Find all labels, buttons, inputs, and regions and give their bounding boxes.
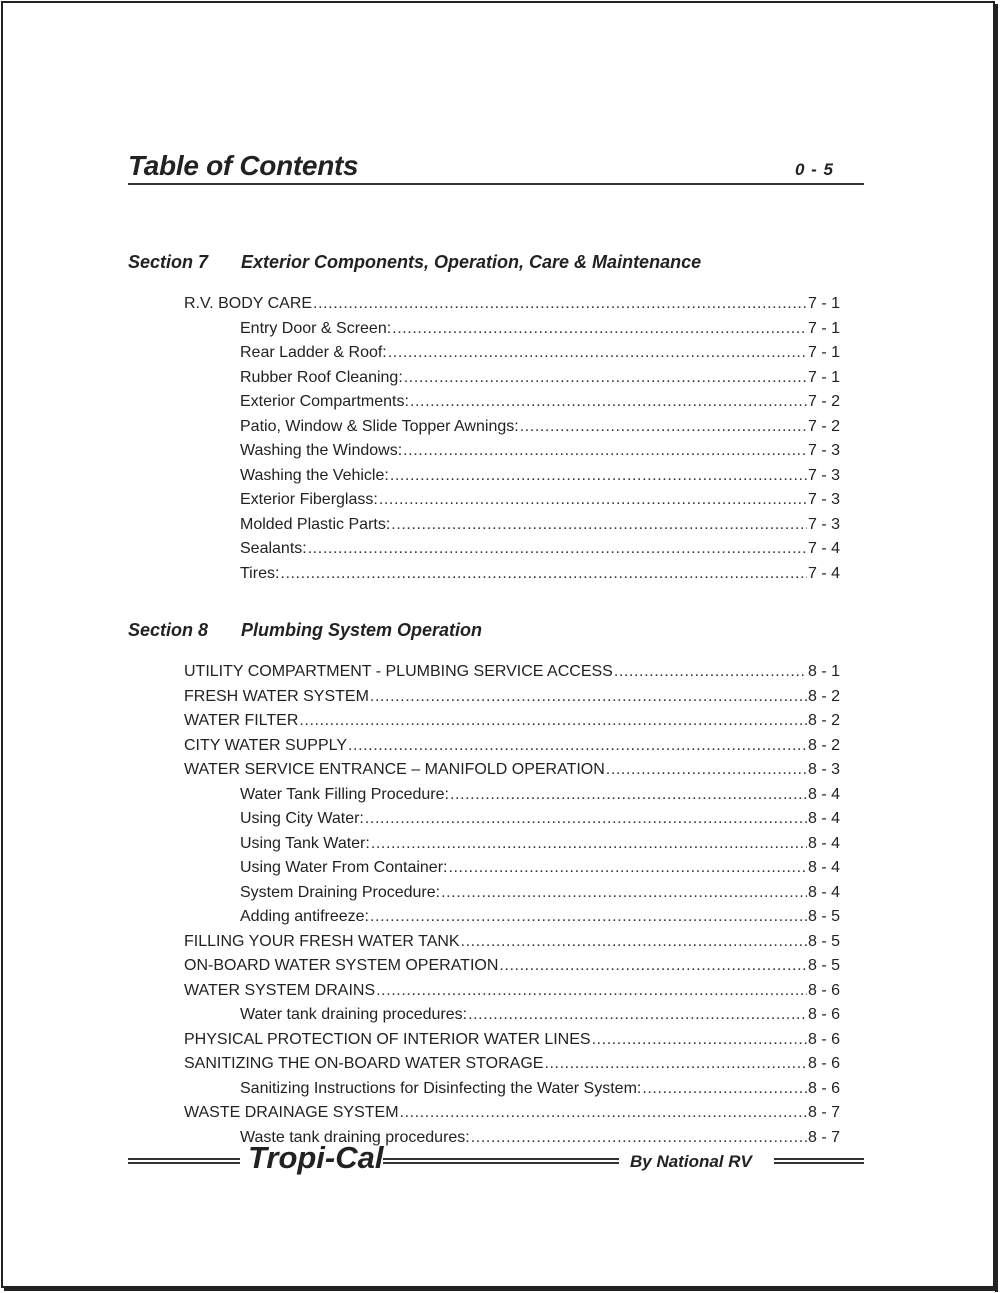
dot-leader (441, 881, 807, 905)
toc-entry-title: Patio, Window & Slide Topper Awnings: (240, 417, 519, 435)
dot-leader (348, 734, 807, 758)
dot-leader (299, 709, 807, 733)
toc-entry-title: WATER FILTER (184, 712, 299, 729)
toc-entry-page: 8 - 5 (807, 932, 840, 950)
toc-entry-title: Using Tank Water: (240, 834, 370, 852)
section-number: Section 8 (128, 620, 209, 640)
toc-entry-page: 7 - 1 (807, 295, 840, 312)
page-footer (128, 1140, 864, 1180)
dot-leader (371, 832, 807, 856)
toc-entry-title: FILLING YOUR FRESH WATER TANK (184, 932, 460, 950)
toc-entry-page: 8 - 4 (807, 834, 840, 852)
page-header (128, 148, 864, 188)
toc-entry-page: 7 - 1 (807, 319, 840, 337)
toc-entry[interactable] (240, 415, 840, 439)
footer-byline: By National RV (630, 1152, 752, 1171)
toc-entry[interactable] (184, 758, 840, 782)
toc-entry[interactable] (240, 783, 840, 807)
toc-entry[interactable] (184, 1101, 840, 1125)
dot-leader (450, 783, 807, 807)
page-title: Table of Contents (128, 150, 359, 181)
dot-leader (544, 1052, 807, 1076)
dot-leader (592, 1028, 807, 1052)
toc-entry[interactable] (184, 1052, 840, 1076)
toc-entry-title: Exterior Compartments: (240, 393, 409, 410)
header-rule (128, 183, 864, 185)
toc-entry-title: Rubber Roof Cleaning: (240, 368, 403, 386)
dot-leader (461, 930, 807, 954)
toc-entry-title: Rear Ladder & Roof: (240, 344, 387, 361)
toc-entry-page: 8 - 6 (807, 981, 840, 999)
toc-entry[interactable] (240, 390, 840, 414)
toc-entry-title: Sealants: (240, 540, 307, 557)
dot-leader (410, 390, 807, 414)
toc-entry-title: WATER SYSTEM DRAINS (184, 981, 376, 999)
toc-entry[interactable] (240, 562, 840, 586)
toc-entry-page: 8 - 2 (807, 687, 840, 705)
toc-entry[interactable] (240, 856, 840, 880)
toc-entry[interactable] (240, 366, 840, 390)
toc-entry[interactable] (240, 1077, 840, 1101)
toc-entry-page: 7 - 3 (807, 442, 840, 459)
toc-entry-page: 8 - 4 (807, 883, 840, 901)
toc-entry[interactable] (184, 930, 840, 954)
toc-entry[interactable] (184, 685, 840, 709)
section-title: Plumbing System Operation (241, 620, 483, 640)
dot-leader (370, 905, 807, 929)
toc-entry-title: Exterior Fiberglass: (240, 491, 378, 508)
dot-leader (388, 341, 807, 365)
dot-leader (391, 513, 807, 537)
toc-entry-page: 8 - 6 (807, 1079, 840, 1097)
toc-entry-page: 8 - 7 (807, 1128, 840, 1146)
toc-entry[interactable] (184, 979, 840, 1003)
dot-leader (642, 1077, 807, 1101)
toc-entry-page: 8 - 3 (807, 761, 840, 778)
toc-entry[interactable] (184, 292, 840, 316)
dot-leader (400, 1101, 807, 1125)
toc-entry-page: 7 - 2 (807, 417, 840, 435)
toc-entry-page: 7 - 2 (807, 393, 840, 410)
dot-leader (370, 685, 807, 709)
dot-leader (308, 537, 807, 561)
toc-entry-title: WATER SERVICE ENTRANCE – MANIFOLD OPERATION (184, 761, 605, 778)
toc-entry-page: 7 - 3 (807, 491, 840, 508)
toc-entry[interactable] (240, 881, 840, 905)
toc-entry-title: PHYSICAL PROTECTION OF INTERIOR WATER LINES (184, 1030, 591, 1048)
toc-entry-page: 8 - 1 (807, 663, 840, 680)
dot-leader (376, 979, 807, 1003)
toc-entry-title: CITY WATER SUPPLY (184, 736, 347, 754)
toc-entry-title: Using Water From Container: (240, 859, 448, 876)
toc-entry-page: 8 - 5 (807, 908, 840, 925)
toc-entry[interactable] (240, 905, 840, 929)
toc-entry-title: System Draining Procedure: (240, 883, 441, 901)
section-title: Exterior Components, Operation, Care & Maintenance (241, 252, 702, 272)
toc-entry[interactable] (184, 709, 840, 733)
toc-entry-page: 7 - 3 (807, 515, 840, 533)
toc-entry[interactable] (240, 1003, 840, 1027)
toc-entry-title: Molded Plastic Parts: (240, 515, 391, 533)
toc-entry-page: 8 - 4 (807, 785, 840, 803)
toc-entry-page: 8 - 6 (807, 1030, 840, 1048)
dot-leader (448, 856, 807, 880)
toc-entry-title: Using City Water: (240, 810, 364, 827)
toc-entry-title: ON-BOARD WATER SYSTEM OPERATION (184, 957, 499, 974)
footer-rule (383, 1158, 619, 1164)
toc-entry-title: SANITIZING THE ON-BOARD WATER STORAGE (184, 1055, 544, 1072)
toc-entry[interactable] (184, 1028, 840, 1052)
toc-entry-page: 8 - 4 (807, 859, 840, 876)
toc-entry-page: 8 - 2 (807, 736, 840, 754)
dot-leader (379, 488, 807, 512)
toc-entry[interactable] (240, 832, 840, 856)
toc-entry-title: R.V. BODY CARE (184, 295, 313, 312)
toc-entry-page: 8 - 5 (807, 957, 840, 974)
toc-entry[interactable] (184, 954, 840, 978)
toc-entry[interactable] (240, 341, 840, 365)
dot-leader (365, 807, 807, 831)
toc-entry[interactable] (240, 439, 840, 463)
section-number: Section 7 (128, 252, 209, 272)
toc-entry[interactable] (240, 537, 840, 561)
dot-leader (313, 292, 807, 316)
toc-entry-title: Adding antifreeze: (240, 908, 369, 925)
frame-shadow (995, 4, 998, 1292)
footer-rule (128, 1158, 240, 1164)
toc-entry-page: 7 - 4 (807, 540, 840, 557)
toc-entry-page: 7 - 1 (807, 344, 840, 361)
toc-entry[interactable] (240, 807, 840, 831)
toc-entry-title: Waste tank draining procedures: (240, 1128, 470, 1146)
footer-rule (774, 1158, 864, 1164)
toc-entry-title: Washing the Vehicle: (240, 466, 389, 484)
footer-brand: Tropi-Cal (248, 1140, 384, 1175)
toc-entry[interactable] (184, 734, 840, 758)
toc-entry-title: Tires: (240, 564, 280, 582)
toc-entry[interactable] (240, 513, 840, 537)
dot-leader (390, 464, 807, 488)
toc-entry-title: Washing the Windows: (240, 442, 403, 459)
dot-leader (614, 660, 807, 684)
dot-leader (392, 317, 807, 341)
toc-entry-page: 8 - 6 (807, 1006, 840, 1023)
toc-entry-title: Entry Door & Screen: (240, 319, 392, 337)
dot-leader (606, 758, 807, 782)
toc-entry-title: UTILITY COMPARTMENT - PLUMBING SERVICE ACCESS (184, 663, 613, 680)
dot-leader (404, 366, 807, 390)
toc-entry[interactable] (240, 464, 840, 488)
frame-shadow (4, 1288, 998, 1291)
toc-entry-title: Water tank draining procedures: (240, 1006, 468, 1023)
toc-entry-page: 7 - 4 (807, 564, 840, 582)
page-number: 0 - 5 (794, 160, 834, 179)
toc-entry-title: Sanitizing Instructions for Disinfecting the Water System: (240, 1079, 642, 1097)
toc-entry-page: 8 - 4 (807, 810, 840, 827)
dot-leader (520, 415, 807, 439)
toc-entry-page: 8 - 2 (807, 712, 840, 729)
toc-entry-title: Water Tank Filling Procedure: (240, 785, 449, 803)
toc-entry-title: FRESH WATER SYSTEM (184, 687, 369, 705)
dot-leader (280, 562, 807, 586)
toc-entry[interactable] (240, 488, 840, 512)
toc-entry-page: 7 - 1 (807, 368, 840, 386)
dot-leader (468, 1003, 807, 1027)
toc-entry-page: 8 - 7 (807, 1104, 840, 1121)
toc-entry[interactable] (184, 660, 840, 684)
toc-entry[interactable] (240, 317, 840, 341)
toc-entry-page: 8 - 6 (807, 1055, 840, 1072)
dot-leader (403, 439, 807, 463)
toc-entry-page: 7 - 3 (807, 466, 840, 484)
dot-leader (499, 954, 807, 978)
toc-entry-title: WASTE DRAINAGE SYSTEM (184, 1104, 399, 1121)
